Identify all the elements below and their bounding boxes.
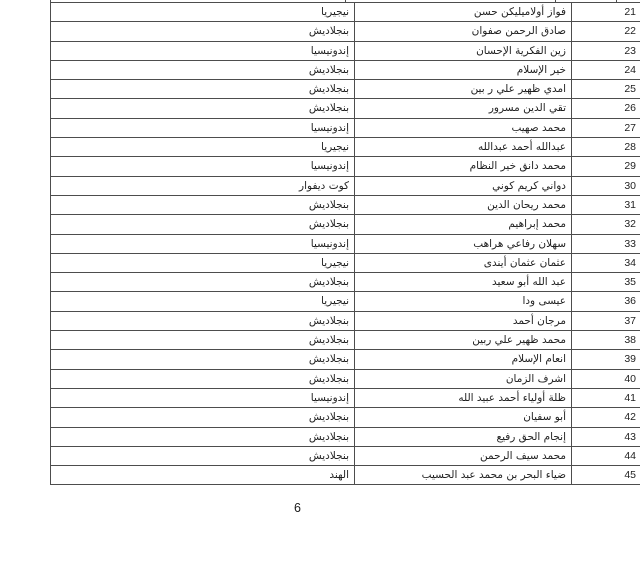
country-cell: إندونيسيا [51, 157, 355, 176]
table-row [51, 446, 640, 465]
row-number-cell: 43 [572, 427, 640, 446]
name-cell: خير الإسلام [355, 60, 572, 79]
table-row [51, 311, 640, 330]
country-cell: بنجلاديش [51, 195, 355, 214]
country-cell: إندونيسيا [51, 234, 355, 253]
table-row [51, 292, 640, 311]
row-number-cell: 30 [572, 176, 640, 195]
country-cell: إندونيسيا [51, 388, 355, 407]
name-cell: إنجام الحق رفيع [355, 427, 572, 446]
name-cell: عبد الله أبو سعيد [355, 273, 572, 292]
name-cell: مرجان أحمد [355, 311, 572, 330]
country-cell: بنجلاديش [51, 99, 355, 118]
country-cell: بنجلاديش [51, 311, 355, 330]
table-row [51, 215, 640, 234]
table-row [51, 3, 640, 22]
country-cell: نيجيريا [51, 138, 355, 157]
row-number-cell: 32 [572, 215, 640, 234]
row-number-cell: 25 [572, 80, 640, 99]
name-cell: امدي ظهير علي ر بين [355, 80, 572, 99]
row-number-cell: 24 [572, 60, 640, 79]
name-cell: ضياء البحر بن محمد عبد الحسيب [355, 466, 572, 485]
table-row [51, 157, 640, 176]
table-row [51, 350, 640, 369]
row-number-cell: 33 [572, 234, 640, 253]
table-row [51, 466, 640, 485]
country-cell: بنجلاديش [51, 446, 355, 465]
country-cell: بنجلاديش [51, 80, 355, 99]
name-cell: تقي الدين مسرور [355, 99, 572, 118]
country-cell: بنجلاديش [51, 369, 355, 388]
name-cell: أبو سفيان [355, 408, 572, 427]
table-row [51, 273, 640, 292]
name-cell: عيسى ودا [355, 292, 572, 311]
country-cell: نيجيريا [51, 292, 355, 311]
roster-table [50, 2, 640, 485]
row-number-cell: 39 [572, 350, 640, 369]
table-row [51, 41, 640, 60]
country-cell: بنجلاديش [51, 273, 355, 292]
country-cell: بنجلاديش [51, 22, 355, 41]
row-number-cell: 34 [572, 253, 640, 272]
row-number-cell: 29 [572, 157, 640, 176]
table-row [51, 195, 640, 214]
row-number-cell: 41 [572, 388, 640, 407]
page-number: 6 [294, 501, 301, 515]
row-number-cell: 28 [572, 138, 640, 157]
name-cell: فواز أولاميليكن حسن [355, 3, 572, 22]
table-row [51, 118, 640, 137]
table-row [51, 80, 640, 99]
name-cell: عثمان عثمان أيندى [355, 253, 572, 272]
table-row [51, 427, 640, 446]
roster-body [51, 3, 640, 485]
table-row [51, 138, 640, 157]
country-cell: كوت ديفوار [51, 176, 355, 195]
row-number-cell: 40 [572, 369, 640, 388]
table-row [51, 99, 640, 118]
row-number-cell: 26 [572, 99, 640, 118]
table-row [51, 331, 640, 350]
row-number-cell: 27 [572, 118, 640, 137]
name-cell: عبدالله أحمد عبدالله [355, 138, 572, 157]
name-cell: دواني كريم كوني [355, 176, 572, 195]
name-cell: محمد ريحان الدين [355, 195, 572, 214]
name-cell: ظلة أولياء أحمد عبيد الله [355, 388, 572, 407]
name-cell: صادق الرحمن صفوان [355, 22, 572, 41]
table-row [51, 369, 640, 388]
row-number-cell: 35 [572, 273, 640, 292]
name-cell: محمد إبراهيم [355, 215, 572, 234]
name-cell: زين الفكرية الإحسان [355, 41, 572, 60]
row-number-cell: 44 [572, 446, 640, 465]
country-cell: بنجلاديش [51, 215, 355, 234]
row-number-cell: 21 [572, 3, 640, 22]
country-cell: بنجلاديش [51, 427, 355, 446]
country-cell: إندونيسيا [51, 118, 355, 137]
row-number-cell: 36 [572, 292, 640, 311]
name-cell: محمد صهيب [355, 118, 572, 137]
country-cell: بنجلاديش [51, 331, 355, 350]
table-row [51, 60, 640, 79]
row-number-cell: 22 [572, 22, 640, 41]
country-cell: نيجيريا [51, 253, 355, 272]
table-row [51, 176, 640, 195]
name-cell: محمد دانق خير النظام [355, 157, 572, 176]
table-row [51, 234, 640, 253]
name-cell: انعام الإسلام [355, 350, 572, 369]
table-row [51, 408, 640, 427]
country-cell: نيجيريا [51, 3, 355, 22]
table-row [51, 253, 640, 272]
country-cell: إندونيسيا [51, 41, 355, 60]
row-number-cell: 31 [572, 195, 640, 214]
row-number-cell: 37 [572, 311, 640, 330]
row-number-cell: 42 [572, 408, 640, 427]
table-row [51, 22, 640, 41]
country-cell: بنجلاديش [51, 60, 355, 79]
name-cell: سهلان رفاعي هراهب [355, 234, 572, 253]
country-cell: بنجلاديش [51, 350, 355, 369]
row-number-cell: 38 [572, 331, 640, 350]
name-cell: محمد سيف الرحمن [355, 446, 572, 465]
country-cell: الهند [51, 466, 355, 485]
name-cell: اشرف الزمان [355, 369, 572, 388]
table-row [51, 388, 640, 407]
country-cell: بنجلاديش [51, 408, 355, 427]
row-number-cell: 23 [572, 41, 640, 60]
row-number-cell: 45 [572, 466, 640, 485]
name-cell: محمد ظهير علي ربين [355, 331, 572, 350]
